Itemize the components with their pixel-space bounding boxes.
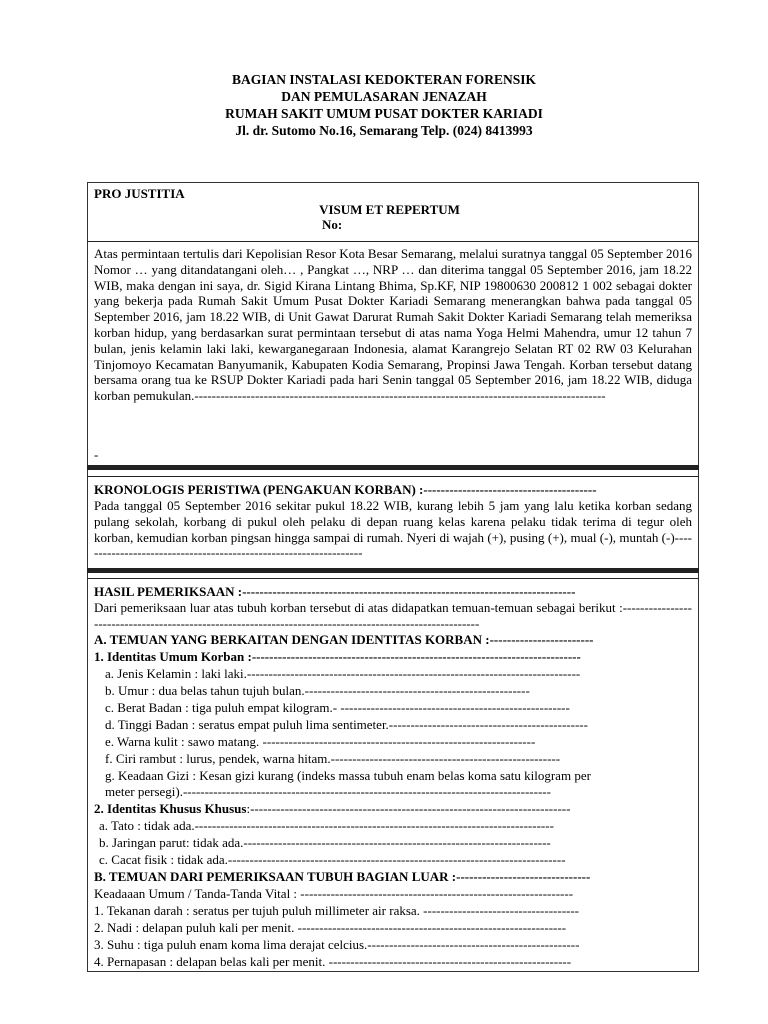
intro-tail: -: [94, 447, 99, 462]
identitas-item: d. Tinggi Badan : seratus empat puluh lima sentimeter.----------------------------------------------: [105, 717, 588, 732]
section-b-heading: B. TEMUAN DARI PEMERIKSAAN TUBUH BAGIAN LUAR :-------------------------------: [94, 869, 591, 884]
identitas-item: a. Jenis Kelamin : laki laki.-----------------------------------------------------------------------------: [105, 666, 581, 681]
pro-justitia-label: PRO JUSTITIA: [94, 186, 185, 201]
kronologis-body: Pada tanggal 05 September 2016 sekitar pukul 18.22 WIB, kurang lebih 5 jam yang lalu ketika korban sedang pulang sekolah, korbang di pukul oleh pelaku di depan ruang kelas karena pelaku tidak terima di tegur oleh korban, kemudian korban pingsan hingga sampai di rumah. Nyeri di wajah (+), pusing (+), mual (-), muntah (-)------------------------------------------------------------------: [94, 498, 692, 561]
vital-signs-heading: Keadaaan Umum / Tanda-Tanda Vital : ---------------------------------------------------------------: [94, 886, 574, 901]
identitas-item: e. Warna kulit : sawo matang. ---------------------------------------------------------------: [105, 734, 536, 749]
identitas-khusus-heading: [87, 801, 699, 817]
vital-item: 3. Suhu : tiga puluh enam koma lima derajat celcius.-------------------------------------------------: [94, 937, 580, 952]
identitas-item: f. Ciri rambut : lurus, pendek, warna hitam.-----------------------------------------------------: [105, 751, 561, 766]
khusus-item: c. Cacat fisik : tidak ada.------------------------------------------------------------------------------: [99, 852, 566, 867]
vital-item: 2. Nadi : delapan puluh kali per menit. --------------------------------------------------------------: [94, 920, 567, 935]
section-a-heading: A. TEMUAN YANG BERKAITAN DENGAN IDENTITAS KORBAN :------------------------: [94, 632, 594, 647]
khusus-item: b. Jaringan parut: tidak ada.-----------------------------------------------------------------------: [99, 835, 551, 850]
kronologis-section: [87, 479, 699, 569]
identitas-item: b. Umur : dua belas tahun tujuh bulan.----------------------------------------------------: [105, 683, 530, 698]
hasil-section: [87, 581, 699, 971]
header-line-4: Jl. dr. Sutomo No.16, Semarang Telp. (024) 8413993: [235, 123, 533, 138]
document-title: VISUM ET REPERTUM: [319, 202, 460, 217]
divider-thin: [87, 578, 699, 579]
kronologis-heading: KRONOLOGIS PERISTIWA (PENGAKUAN KORBAN) :----------------------------------------: [94, 482, 597, 497]
identitas-item-g-line2: meter persegi).-------------------------------------------------------------------------------------: [105, 784, 551, 799]
hasil-intro: Dari pemeriksaan luar atas tubuh korban tersebut di atas didapatkan temuan-temuan sebagai berikut :---------------------------------------------------------------------------------------------------------: [94, 600, 692, 631]
intro-section: [87, 243, 699, 465]
header-line-3: RUMAH SAKIT UMUM PUSAT DOKTER KARIADI: [225, 106, 543, 121]
title-block: [87, 182, 699, 240]
header-line-2: DAN PEMULASARAN JENAZAH: [281, 89, 487, 104]
divider-thin: [87, 476, 699, 477]
identitas-umum-heading: 1. Identitas Umum Korban :----------------------------------------------------------------------------: [94, 649, 581, 664]
vital-item: 4. Pernapasan : delapan belas kali per menit. --------------------------------------------------------: [94, 954, 572, 969]
document-number-label: No:: [322, 217, 343, 232]
vital-item: 1. Tekanan darah : seratus per tujuh puluh millimeter air raksa. ------------------------------------: [94, 903, 580, 918]
identitas-item-g-line1: g. Keadaan Gizi : Kesan gizi kurang (indeks massa tubuh enam belas koma satu kilogram per: [105, 768, 591, 783]
document-header: [0, 71, 768, 139]
divider-thick-1: [87, 465, 699, 470]
identitas-khusus-dashes: :--------------------------------------------------------------------------: [246, 801, 571, 816]
khusus-item: a. Tato : tidak ada.-----------------------------------------------------------------------------------: [99, 818, 554, 833]
intro-paragraph: Atas permintaan tertulis dari Kepolisian Resor Kota Besar Semarang, melalui suratnya tanggal 05 September 2016 Nomor … yang ditandatangani oleh… , Pangkat …, NRP … dan diterima tanggal 05 September 2016, jam 18.22 WIB, maka dengan ini saya, dr. Sigid Kirana Lintang Bhima, Sp.KF, NIP 19800630 200812 1 002 sebagai dokter yang bekerja pada Rumah Sakit Umum Pusat Dokter Kariadi Semarang menerangkan bahwa pada tanggal 05 September 2016, jam 18.22 WIB, di Unit Gawat Darurat Rumah Sakit Dokter Kariadi Semarang telah memeriksa korban hidup, yang berdasarkan surat permintaan tersebut di atas nama Yoga Helmi Mahendra, umur 12 tahun 7 bulan, jenis kelamin laki laki, kewarganegaraan Indonesia, alamat Karangrejo Selatan RT 02 RW 03 Kelurahan Tinjomoyo Kecamatan Banyumanik, Kabupaten Kodia Semarang, Propinsi Jawa Tengah. Korban tersebut datang bersama orang tua ke RSUP Dokter Kariadi pada hari Senin tanggal 05 September 2016, jam 18.22 WIB, diduga korban pemukulan.-----------------------------------------------------------------------------------------------: [94, 246, 692, 404]
identitas-khusus-title: 2. Identitas Khusus Khusus: [94, 801, 247, 816]
hasil-heading: HASIL PEMERIKSAAN :-----------------------------------------------------------------------------: [94, 584, 576, 599]
divider-thin: [87, 241, 699, 242]
header-line-1: BAGIAN INSTALASI KEDOKTERAN FORENSIK: [232, 72, 536, 87]
identitas-item: c. Berat Badan : tiga puluh empat kilogram.- -----------------------------------------------------: [105, 700, 570, 715]
